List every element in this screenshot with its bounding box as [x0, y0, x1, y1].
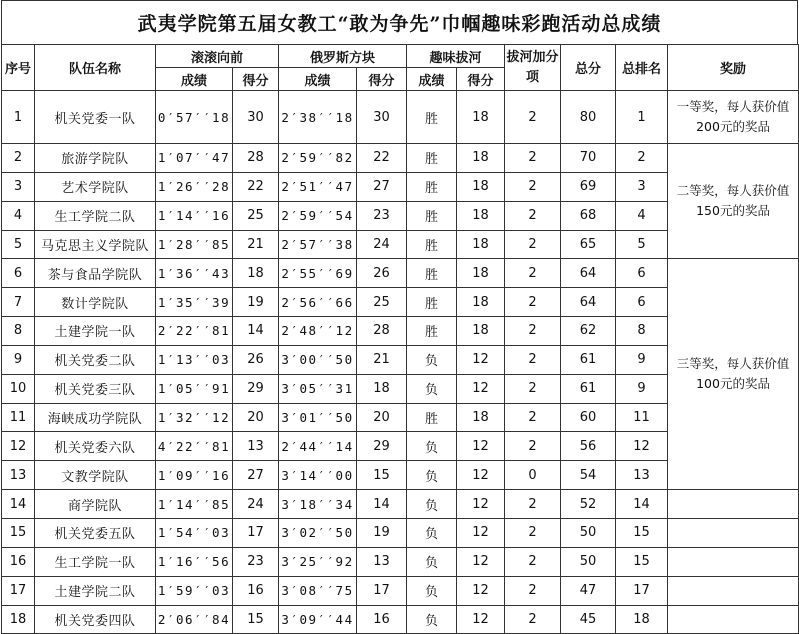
- cell-tug-score: 18: [457, 201, 505, 230]
- cell-tug-score: 12: [457, 518, 505, 547]
- cell-rolling-score: 24: [233, 490, 279, 519]
- table-row: [2, 144, 799, 173]
- award-cell: 一等奖，每人获价值200元的奖品: [668, 91, 799, 144]
- cell-tug-score: 12: [457, 432, 505, 461]
- cell-rank: 15: [616, 547, 668, 576]
- cell-rolling-score: 14: [233, 317, 279, 346]
- cell-seq: 6: [2, 259, 35, 288]
- cell-total: 80: [561, 91, 616, 144]
- table-row: [2, 259, 799, 288]
- cell-seq: 9: [2, 345, 35, 374]
- award-cell-empty: [668, 490, 799, 519]
- table-row: [2, 547, 799, 576]
- cell-tug-result: 胜: [407, 91, 457, 144]
- cell-seq: 1: [2, 91, 35, 144]
- cell-tetris-score: 17: [357, 576, 407, 605]
- cell-total: 68: [561, 201, 616, 230]
- header-tetris-score: 得分: [357, 68, 407, 91]
- cell-bonus: 2: [505, 317, 561, 346]
- cell-total: 56: [561, 432, 616, 461]
- cell-rolling-score: 28: [233, 144, 279, 173]
- cell-rolling-score: 17: [233, 518, 279, 547]
- cell-seq: 10: [2, 374, 35, 403]
- cell-total: 45: [561, 605, 616, 634]
- cell-tetris-time: 3′05′′31: [279, 374, 357, 403]
- cell-team: 旅游学院队: [35, 144, 156, 173]
- cell-bonus: 2: [505, 91, 561, 144]
- header-seq: 序号: [2, 45, 35, 91]
- cell-tetris-score: 29: [357, 432, 407, 461]
- cell-tetris-time: 2′48′′12: [279, 317, 357, 346]
- cell-tug-result: 负: [407, 490, 457, 519]
- cell-rolling-time: 1′14′′85: [156, 490, 233, 519]
- cell-tetris-score: 16: [357, 605, 407, 634]
- award-cell-empty: [668, 576, 799, 605]
- results-body: [2, 91, 799, 634]
- header-rolling-score: 得分: [233, 68, 279, 91]
- cell-total: 64: [561, 288, 616, 317]
- cell-rolling-score: 13: [233, 432, 279, 461]
- cell-tetris-score: 22: [357, 144, 407, 173]
- award-cell: 三等奖，每人获价值100元的奖品: [668, 259, 799, 490]
- cell-tug-score: 12: [457, 461, 505, 490]
- cell-tetris-time: 3′02′′50: [279, 518, 357, 547]
- cell-rank: 9: [616, 374, 668, 403]
- cell-bonus: 2: [505, 201, 561, 230]
- cell-tug-score: 18: [457, 230, 505, 259]
- cell-total: 54: [561, 461, 616, 490]
- cell-team: 商学院队: [35, 490, 156, 519]
- cell-tetris-score: 20: [357, 403, 407, 432]
- cell-bonus: 2: [505, 605, 561, 634]
- cell-tug-score: 18: [457, 91, 505, 144]
- cell-tug-score: 18: [457, 317, 505, 346]
- cell-rank: 18: [616, 605, 668, 634]
- cell-total: 70: [561, 144, 616, 173]
- cell-tug-score: 12: [457, 547, 505, 576]
- cell-bonus: 2: [505, 403, 561, 432]
- cell-total: 60: [561, 403, 616, 432]
- cell-tetris-score: 19: [357, 518, 407, 547]
- cell-bonus: 2: [505, 144, 561, 173]
- cell-tetris-score: 14: [357, 490, 407, 519]
- cell-rolling-time: 0′57′′18: [156, 91, 233, 144]
- header-tug-result: 成绩: [407, 68, 457, 91]
- cell-tetris-score: 21: [357, 345, 407, 374]
- cell-tug-result: 负: [407, 461, 457, 490]
- cell-rolling-time: 1′05′′91: [156, 374, 233, 403]
- cell-tetris-time: 2′59′′82: [279, 144, 357, 173]
- cell-tetris-time: 3′09′′44: [279, 605, 357, 634]
- cell-team: 艺术学院队: [35, 172, 156, 201]
- cell-tug-result: 胜: [407, 259, 457, 288]
- cell-team: 机关党委二队: [35, 345, 156, 374]
- cell-bonus: 2: [505, 432, 561, 461]
- cell-rolling-time: 1′13′′03: [156, 345, 233, 374]
- cell-rank: 2: [616, 144, 668, 173]
- cell-team: 数计学院队: [35, 288, 156, 317]
- cell-bonus: 2: [505, 288, 561, 317]
- header-rolling: 滚滚向前: [156, 45, 279, 68]
- header-tug-score: 得分: [457, 68, 505, 91]
- cell-team: 海峡成功学院队: [35, 403, 156, 432]
- cell-tetris-time: 3′00′′50: [279, 345, 357, 374]
- cell-tetris-score: 25: [357, 288, 407, 317]
- cell-rank: 14: [616, 490, 668, 519]
- cell-tetris-time: 2′55′′69: [279, 259, 357, 288]
- cell-team: 土建学院一队: [35, 317, 156, 346]
- cell-rank: 12: [616, 432, 668, 461]
- table-row: [2, 91, 799, 144]
- cell-rolling-time: 4′22′′81: [156, 432, 233, 461]
- cell-tug-result: 负: [407, 605, 457, 634]
- cell-rank: 11: [616, 403, 668, 432]
- cell-tug-result: 负: [407, 345, 457, 374]
- cell-rank: 9: [616, 345, 668, 374]
- cell-rolling-time: 2′06′′84: [156, 605, 233, 634]
- cell-bonus: 2: [505, 259, 561, 288]
- cell-total: 61: [561, 345, 616, 374]
- cell-rank: 4: [616, 201, 668, 230]
- cell-team: 茶与食品学院队: [35, 259, 156, 288]
- cell-rank: 17: [616, 576, 668, 605]
- cell-tug-result: 胜: [407, 403, 457, 432]
- cell-tug-score: 18: [457, 172, 505, 201]
- cell-tug-result: 负: [407, 547, 457, 576]
- cell-total: 64: [561, 259, 616, 288]
- page-title: 武夷学院第五届女教工“敢为争先”巾帼趣味彩跑活动总成绩: [1, 0, 798, 44]
- cell-rolling-time: 1′54′′03: [156, 518, 233, 547]
- cell-rolling-score: 26: [233, 345, 279, 374]
- cell-total: 47: [561, 576, 616, 605]
- header-award: 奖励: [668, 45, 799, 91]
- cell-tetris-score: 15: [357, 461, 407, 490]
- header-team: 队伍名称: [35, 45, 156, 91]
- cell-bonus: 2: [505, 547, 561, 576]
- cell-team: 马克思主义学院队: [35, 230, 156, 259]
- cell-rank: 6: [616, 259, 668, 288]
- header-total: 总分: [561, 45, 616, 91]
- cell-rolling-time: 1′07′′47: [156, 144, 233, 173]
- cell-team: 机关党委五队: [35, 518, 156, 547]
- cell-rolling-score: 30: [233, 91, 279, 144]
- cell-bonus: 2: [505, 345, 561, 374]
- cell-total: 69: [561, 172, 616, 201]
- cell-seq: 12: [2, 432, 35, 461]
- cell-rolling-time: 1′36′′43: [156, 259, 233, 288]
- cell-rolling-score: 27: [233, 461, 279, 490]
- cell-tetris-score: 28: [357, 317, 407, 346]
- cell-tug-score: 18: [457, 259, 505, 288]
- cell-rolling-score: 15: [233, 605, 279, 634]
- cell-tug-result: 负: [407, 518, 457, 547]
- cell-seq: 17: [2, 576, 35, 605]
- cell-tetris-time: 2′38′′18: [279, 91, 357, 144]
- cell-team: 文教学院队: [35, 461, 156, 490]
- cell-seq: 3: [2, 172, 35, 201]
- cell-tug-score: 18: [457, 288, 505, 317]
- cell-tetris-time: 3′14′′00: [279, 461, 357, 490]
- cell-bonus: 2: [505, 518, 561, 547]
- cell-bonus: 2: [505, 374, 561, 403]
- cell-tetris-score: 26: [357, 259, 407, 288]
- cell-rank: 1: [616, 91, 668, 144]
- cell-rolling-time: 1′35′′39: [156, 288, 233, 317]
- cell-rank: 15: [616, 518, 668, 547]
- table-row: [2, 518, 799, 547]
- cell-team: 生工学院一队: [35, 547, 156, 576]
- cell-rank: 8: [616, 317, 668, 346]
- cell-tetris-score: 23: [357, 201, 407, 230]
- cell-total: 62: [561, 317, 616, 346]
- cell-seq: 14: [2, 490, 35, 519]
- cell-rank: 3: [616, 172, 668, 201]
- cell-rolling-score: 25: [233, 201, 279, 230]
- cell-tetris-time: 2′51′′47: [279, 172, 357, 201]
- cell-seq: 2: [2, 144, 35, 173]
- cell-team: 土建学院二队: [35, 576, 156, 605]
- cell-tug-result: 负: [407, 374, 457, 403]
- cell-tug-result: 胜: [407, 144, 457, 173]
- cell-tetris-time: 2′56′′66: [279, 288, 357, 317]
- cell-tug-score: 12: [457, 605, 505, 634]
- award-cell-empty: [668, 547, 799, 576]
- cell-tetris-time: 2′57′′38: [279, 230, 357, 259]
- cell-tetris-score: 24: [357, 230, 407, 259]
- cell-rolling-time: 1′28′′85: [156, 230, 233, 259]
- cell-rolling-time: 1′09′′16: [156, 461, 233, 490]
- cell-tetris-time: 3′18′′34: [279, 490, 357, 519]
- cell-rolling-score: 18: [233, 259, 279, 288]
- cell-seq: 13: [2, 461, 35, 490]
- cell-total: 50: [561, 518, 616, 547]
- header-tug: 趣味拔河: [407, 45, 505, 68]
- cell-rolling-score: 16: [233, 576, 279, 605]
- cell-rank: 6: [616, 288, 668, 317]
- cell-team: 机关党委六队: [35, 432, 156, 461]
- cell-rolling-time: 1′26′′28: [156, 172, 233, 201]
- cell-rolling-time: 1′16′′56: [156, 547, 233, 576]
- cell-team: 机关党委三队: [35, 374, 156, 403]
- header-rank: 总排名: [616, 45, 668, 91]
- cell-rank: 13: [616, 461, 668, 490]
- cell-tetris-score: 13: [357, 547, 407, 576]
- cell-rank: 5: [616, 230, 668, 259]
- cell-tetris-score: 27: [357, 172, 407, 201]
- cell-seq: 11: [2, 403, 35, 432]
- cell-tetris-score: 30: [357, 91, 407, 144]
- cell-bonus: 2: [505, 230, 561, 259]
- cell-tug-score: 12: [457, 374, 505, 403]
- cell-tug-score: 18: [457, 403, 505, 432]
- cell-rolling-score: 19: [233, 288, 279, 317]
- cell-bonus: 2: [505, 576, 561, 605]
- results-table: [1, 44, 799, 634]
- cell-tetris-time: 2′59′′54: [279, 201, 357, 230]
- cell-total: 61: [561, 374, 616, 403]
- cell-team: 机关党委四队: [35, 605, 156, 634]
- cell-team: 机关党委一队: [35, 91, 156, 144]
- table-row: [2, 490, 799, 519]
- cell-tug-score: 12: [457, 345, 505, 374]
- cell-rolling-score: 21: [233, 230, 279, 259]
- cell-seq: 4: [2, 201, 35, 230]
- award-cell-empty: [668, 605, 799, 634]
- cell-seq: 18: [2, 605, 35, 634]
- cell-tug-score: 18: [457, 144, 505, 173]
- cell-rolling-score: 22: [233, 172, 279, 201]
- cell-rolling-score: 23: [233, 547, 279, 576]
- cell-tug-result: 负: [407, 576, 457, 605]
- cell-bonus: 2: [505, 172, 561, 201]
- cell-total: 65: [561, 230, 616, 259]
- cell-seq: 16: [2, 547, 35, 576]
- cell-tetris-time: 2′44′′14: [279, 432, 357, 461]
- cell-tug-result: 负: [407, 432, 457, 461]
- header-tug-bonus-label: 拔河加分项: [506, 49, 559, 85]
- cell-tug-score: 12: [457, 576, 505, 605]
- cell-seq: 5: [2, 230, 35, 259]
- header-rolling-result: 成绩: [156, 68, 233, 91]
- cell-tug-score: 12: [457, 490, 505, 519]
- cell-seq: 15: [2, 518, 35, 547]
- cell-seq: 8: [2, 317, 35, 346]
- header-tetris-result: 成绩: [279, 68, 357, 91]
- cell-rolling-time: 1′59′′03: [156, 576, 233, 605]
- cell-tug-result: 胜: [407, 201, 457, 230]
- cell-bonus: 0: [505, 461, 561, 490]
- award-cell: 二等奖，每人获价值150元的奖品: [668, 144, 799, 259]
- cell-tetris-time: 3′08′′75: [279, 576, 357, 605]
- cell-team: 生工学院二队: [35, 201, 156, 230]
- cell-tetris-score: 18: [357, 374, 407, 403]
- header-tetris: 俄罗斯方块: [279, 45, 407, 68]
- cell-seq: 7: [2, 288, 35, 317]
- cell-total: 52: [561, 490, 616, 519]
- cell-rolling-score: 29: [233, 374, 279, 403]
- table-row: [2, 576, 799, 605]
- cell-rolling-time: 1′32′′12: [156, 403, 233, 432]
- cell-tug-result: 胜: [407, 172, 457, 201]
- header-tug-bonus: [505, 45, 561, 91]
- cell-tug-result: 胜: [407, 230, 457, 259]
- cell-tetris-time: 3′25′′92: [279, 547, 357, 576]
- award-cell-empty: [668, 518, 799, 547]
- table-row: [2, 605, 799, 634]
- cell-total: 50: [561, 547, 616, 576]
- header-row-top: [2, 45, 799, 68]
- cell-tug-result: 胜: [407, 288, 457, 317]
- cell-rolling-score: 20: [233, 403, 279, 432]
- cell-bonus: 2: [505, 490, 561, 519]
- cell-rolling-time: 1′14′′16: [156, 201, 233, 230]
- cell-tetris-time: 3′01′′50: [279, 403, 357, 432]
- cell-tug-result: 胜: [407, 317, 457, 346]
- cell-rolling-time: 2′22′′81: [156, 317, 233, 346]
